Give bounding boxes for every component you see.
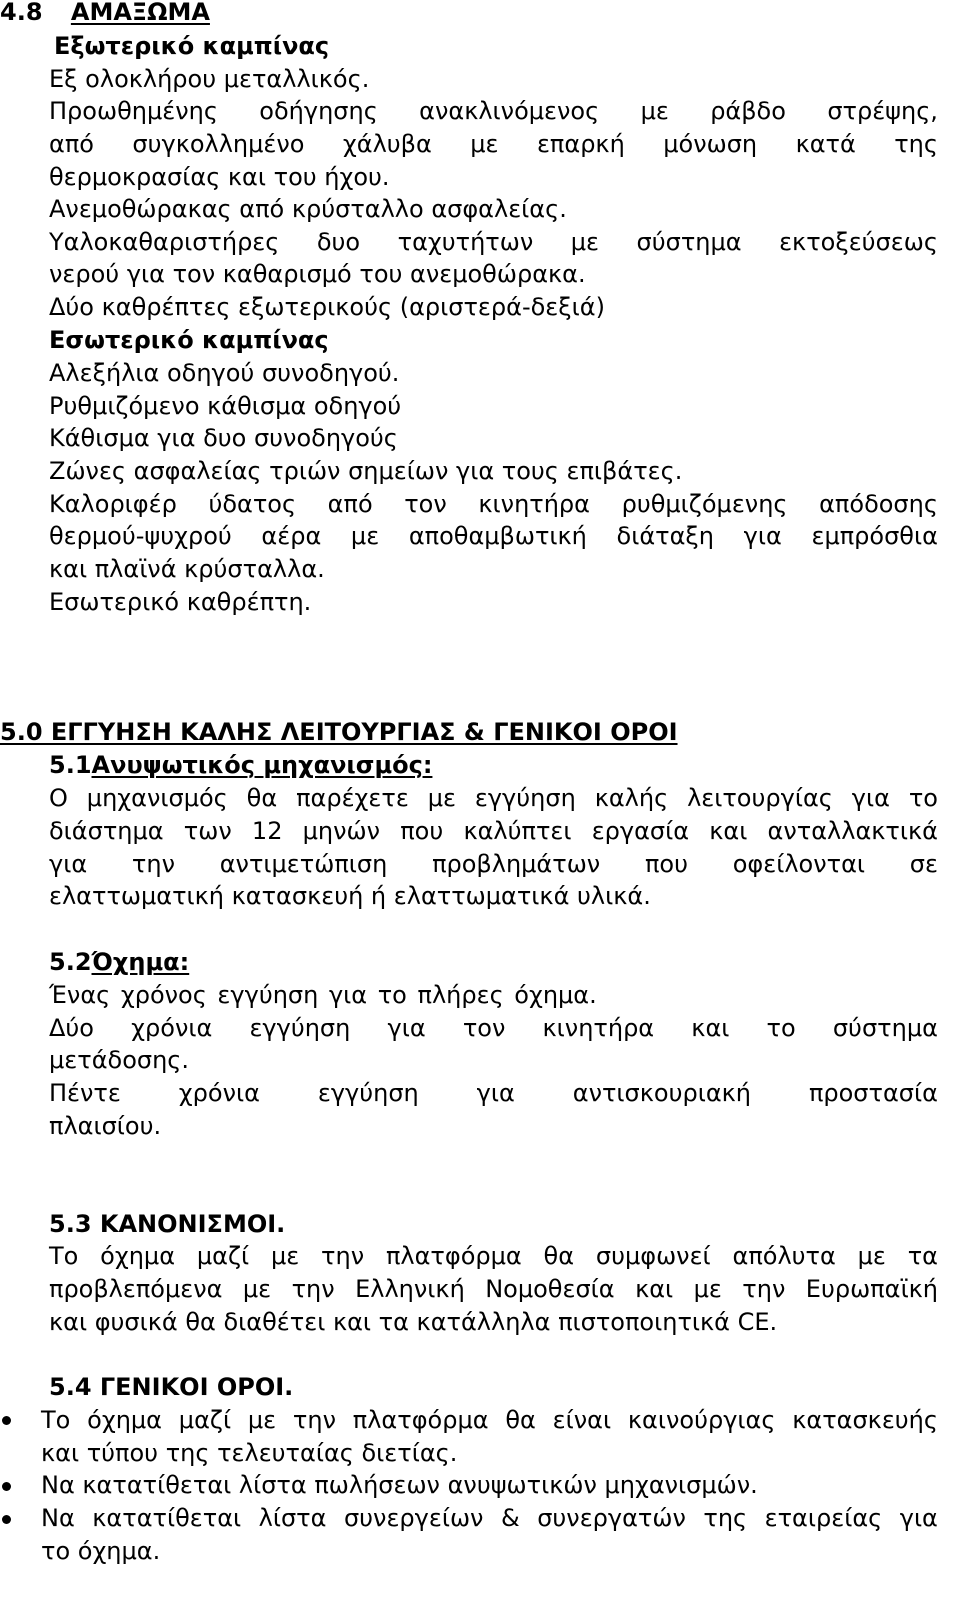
word: καινούργιας	[627, 1406, 776, 1434]
word: απόλυτα	[732, 1242, 836, 1270]
word: Προωθημένης	[49, 97, 218, 125]
word: για	[851, 784, 890, 812]
text-line: μετάδοσης.	[49, 1046, 190, 1074]
word: θα	[543, 1242, 575, 1270]
word: Υαλοκαθαριστήρες	[49, 228, 280, 256]
word: Καλοριφέρ	[49, 490, 177, 518]
word: τα	[907, 1242, 938, 1270]
list-item-line	[41, 1404, 938, 1436]
word: αέρα	[261, 522, 322, 550]
word: απόδοσης	[819, 490, 938, 518]
word: με	[640, 97, 669, 125]
text-line: και πλαϊνά κρύσταλλα.	[49, 555, 325, 583]
word: την	[131, 850, 175, 878]
text-line-justified	[49, 782, 938, 814]
word: προβλημάτων	[432, 850, 601, 878]
word: για	[899, 1504, 938, 1532]
word: οφείλονται	[732, 850, 866, 878]
word: συνεργατών	[537, 1504, 686, 1532]
word: που	[400, 817, 444, 845]
word: Νομοθεσία	[485, 1275, 615, 1303]
word: θα	[505, 1406, 536, 1434]
word: ανακλινόμενος	[419, 97, 600, 125]
word: 12	[251, 817, 283, 845]
bullet-icon	[2, 1416, 11, 1425]
bullet-icon	[2, 1515, 11, 1524]
word: θα	[246, 784, 278, 812]
text-line: νερού για τον καθαρισμό του ανεμοθώρακα.	[49, 260, 586, 288]
word: διάταξη	[616, 522, 715, 550]
word: λίστα	[258, 1504, 327, 1532]
section-heading-5-0: 5.0 ΕΓΓΥΗΣΗ ΚΑΛΗΣ ΛΕΙΤΟΥΡΓΙΑΣ & ΓΕΝΙΚΟΙ ΟΡΟΙ	[0, 718, 678, 746]
text-line-justified	[49, 226, 938, 258]
text-line: πλαισίου.	[49, 1112, 162, 1140]
section-heading-4-8	[0, 0, 210, 28]
word: συγκολλημένο	[132, 130, 305, 158]
word: καλύπτει	[463, 817, 572, 845]
interior-subtitle: Εσωτερικό καμπίνας	[49, 326, 329, 354]
word: χρόνια	[131, 1014, 213, 1042]
word: την	[321, 1242, 365, 1270]
subsection-heading-5-4: 5.4 ΓΕΝΙΚΟΙ ΟΡΟΙ.	[49, 1373, 294, 1401]
subsection-heading-5-2	[49, 946, 189, 978]
word: μηχανισμός	[86, 784, 228, 812]
word: μαζί	[196, 1242, 250, 1270]
word: με	[570, 228, 600, 256]
word: με	[247, 1406, 277, 1434]
subsection-heading-5-3: 5.3 ΚΑΝΟΝΙΣΜΟΙ.	[49, 1210, 286, 1238]
word: που	[644, 850, 688, 878]
list-item-line	[41, 1502, 938, 1534]
list-item-line: και τύπου της τελευταίας διετίας.	[41, 1439, 458, 1467]
text-line-justified	[49, 815, 938, 847]
word: κινητήρα	[542, 1014, 655, 1042]
word: εταιρείας	[764, 1504, 883, 1532]
word: σε	[909, 850, 938, 878]
word: παρέχετε	[296, 784, 409, 812]
word: μόνωση	[663, 130, 758, 158]
word: σύστημα	[636, 228, 742, 256]
text-line-justified	[49, 1273, 938, 1305]
word: με	[350, 522, 380, 550]
text-line-justified	[49, 1012, 938, 1044]
word: την	[291, 1275, 335, 1303]
word: από	[327, 490, 373, 518]
list-item-line: Να κατατίθεται λίστα πωλήσεων ανυψωτικών μηχανισμών.	[41, 1471, 758, 1499]
word: από	[49, 130, 94, 158]
word: θερμού-ψυχρού	[49, 522, 232, 550]
word: με	[693, 1275, 722, 1303]
word: Πέντε	[49, 1079, 121, 1107]
word: με	[270, 1242, 300, 1270]
text-line-justified	[49, 95, 938, 127]
word: δυο	[316, 228, 361, 256]
word: αντιμετώπιση	[219, 850, 388, 878]
word: τον	[404, 490, 447, 518]
word: προβλεπόμενα	[49, 1275, 223, 1303]
word: μαζί	[178, 1406, 232, 1434]
text-line-justified	[49, 520, 938, 552]
word: για	[387, 1014, 426, 1042]
word: για	[743, 522, 782, 550]
word: Το	[49, 1242, 79, 1270]
word: ύδατος	[208, 490, 297, 518]
word: αντισκουριακή	[572, 1079, 752, 1107]
bullet-icon	[2, 1482, 11, 1491]
word: κινητήρα	[478, 490, 590, 518]
word: το	[766, 1014, 796, 1042]
word: &	[500, 1504, 520, 1532]
subsection-title: Ανυψωτικός μηχανισμός:	[91, 751, 433, 779]
word: συμφωνεί	[595, 1242, 711, 1270]
word: ταχυτήτων	[397, 228, 534, 256]
word: της	[703, 1504, 748, 1532]
text-line-justified	[49, 488, 938, 520]
exterior-subtitle: Εξωτερικό καμπίνας	[54, 32, 330, 60]
word: στρέψης,	[827, 97, 938, 125]
text-line: θερμοκρασίας και του ήχου.	[49, 163, 390, 191]
word: εγγύηση	[249, 1014, 351, 1042]
word: και	[635, 1275, 674, 1303]
word: ανταλλακτικά	[767, 817, 938, 845]
word: για	[49, 850, 88, 878]
word: της	[894, 130, 938, 158]
text-line: Εξ ολοκλήρου μεταλλικός.	[49, 65, 370, 93]
word: ρυθμιζόμενης	[621, 490, 788, 518]
word: εγγύηση	[317, 1079, 419, 1107]
subsection-heading-5-1	[49, 749, 432, 781]
word: το	[908, 784, 938, 812]
text-line: Ανεμοθώρακας από κρύσταλλο ασφαλείας.	[49, 195, 567, 223]
text-line: και φυσικά θα διαθέτει και τα κατάλληλα πιστοποιητικά CE.	[49, 1308, 778, 1336]
text-line: Δύο καθρέπτες εξωτερικούς (αριστερά-δεξιά)	[49, 293, 605, 321]
word: των	[183, 817, 232, 845]
text-line: Εσωτερικό καθρέπτη.	[49, 588, 312, 616]
word: κατασκευής	[792, 1406, 938, 1434]
word: για	[476, 1079, 515, 1107]
word: είναι	[552, 1406, 612, 1434]
text-line-justified	[49, 1077, 938, 1109]
word: με	[242, 1275, 272, 1303]
word: προστασία	[808, 1079, 938, 1107]
list-item-line: το όχημα.	[41, 1537, 161, 1565]
word: και	[709, 817, 748, 845]
word: και	[691, 1014, 730, 1042]
text-line: Αλεξήλια οδηγού συνοδηγού.	[49, 359, 400, 387]
word: διάστημα	[49, 817, 164, 845]
word: πλατφόρμα	[385, 1242, 522, 1270]
word: Ο	[49, 784, 68, 812]
text-line-justified	[49, 848, 938, 880]
word: καλής	[594, 784, 669, 812]
word: με	[427, 784, 456, 812]
word: πλατφόρμα	[352, 1406, 489, 1434]
text-line: Ζώνες ασφαλείας τριών σημείων για τους επιβάτες.	[49, 457, 683, 485]
text-line: Κάθισμα για δυο συνοδηγούς	[49, 424, 398, 452]
text-line-justified	[49, 1240, 938, 1272]
subsection-title: Όχημα:	[91, 948, 190, 976]
word: όχημα	[87, 1406, 162, 1434]
subsection-number: 5.1	[49, 751, 92, 779]
subsection-number: 5.2	[49, 948, 92, 976]
word: Ελληνική	[355, 1275, 465, 1303]
word: ράβδο	[710, 97, 786, 125]
word: λειτουργίας	[687, 784, 833, 812]
word: την	[742, 1275, 786, 1303]
word: σύστημα	[832, 1014, 938, 1042]
word: Ευρωπαϊκή	[805, 1275, 938, 1303]
word: εργασία	[591, 817, 690, 845]
word: Δύο	[49, 1014, 94, 1042]
word: χρόνια	[178, 1079, 260, 1107]
word: μηνών	[302, 817, 381, 845]
word: εγγύηση	[474, 784, 576, 812]
word: με	[470, 130, 499, 158]
word: επαρκή	[536, 130, 625, 158]
word: τον	[462, 1014, 506, 1042]
word: οδήγησης	[259, 97, 378, 125]
word: όχημα	[100, 1242, 176, 1270]
section-title: ΑΜΑΞΩΜΑ	[70, 0, 210, 26]
word: συνεργείων	[343, 1504, 484, 1532]
section-number: 4.8	[0, 0, 43, 26]
text-line: Ένας χρόνος εγγύηση για το πλήρες όχημα.	[49, 981, 597, 1009]
word: Το	[41, 1406, 71, 1434]
word: Να	[41, 1504, 75, 1532]
word: εμπρόσθια	[811, 522, 938, 550]
word: εκτοξεύσεως	[779, 228, 938, 256]
word: κατά	[795, 130, 856, 158]
word: με	[857, 1242, 886, 1270]
text-line: ελαττωματική κατασκευή ή ελαττωματικά υλικά.	[49, 882, 651, 910]
word: κατατίθεται	[92, 1504, 242, 1532]
word: χάλυβα	[342, 130, 432, 158]
text-line: Ρυθμιζόμενο κάθισμα οδηγού	[49, 392, 402, 420]
text-line-justified	[49, 128, 938, 160]
word: την	[292, 1406, 336, 1434]
word: αποθαμβωτική	[408, 522, 587, 550]
